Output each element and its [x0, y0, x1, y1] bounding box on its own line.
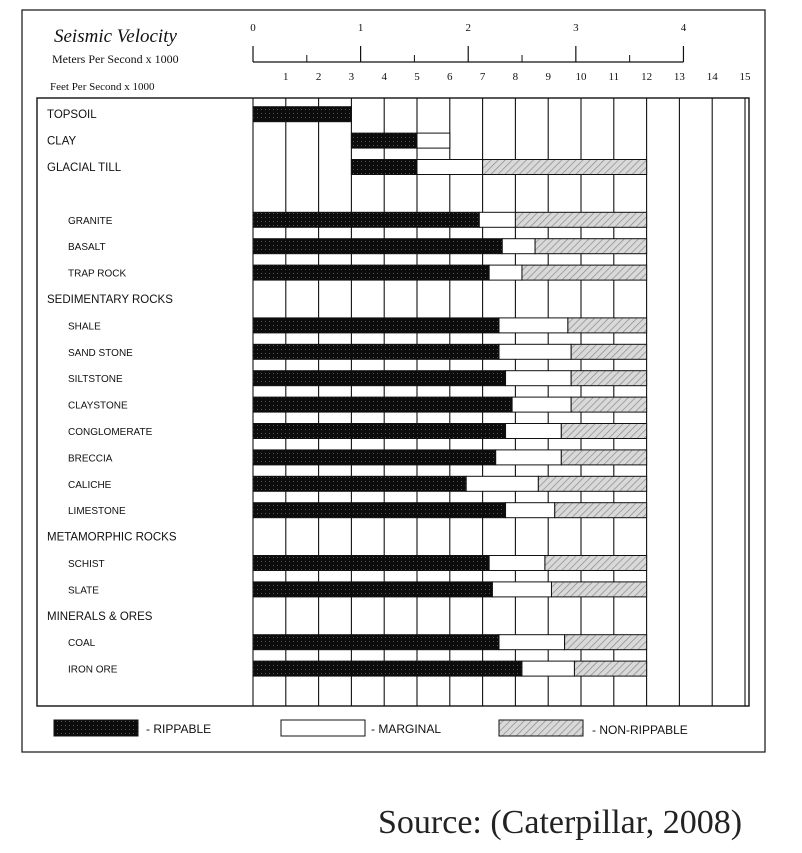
row-label: CLAYSTONE	[68, 400, 128, 412]
rippable-bar	[253, 556, 489, 571]
row-label: MINERALS & ORES	[47, 610, 153, 623]
rippable-bar	[253, 582, 492, 597]
row-label: SLATE	[68, 585, 99, 597]
row-label: TRAP ROCK	[68, 268, 127, 280]
legend-non-rippable-swatch	[499, 720, 583, 736]
feet-tick-label: 6	[447, 71, 453, 83]
rippable-bar	[253, 450, 496, 465]
legend-non-rippable-label: - NON-RIPPABLE	[592, 723, 688, 737]
row-label: SCHIST	[68, 559, 105, 570]
row-label: BRECCIA	[68, 453, 113, 465]
marginal-bar	[499, 318, 568, 333]
legend-marginal-swatch	[281, 720, 365, 736]
feet-tick-label: 3	[348, 71, 355, 83]
feet-tick-label: 12	[641, 71, 653, 83]
feet-axis	[283, 71, 751, 83]
chart-title: Seismic Velocity	[54, 26, 177, 47]
source-caption: Source: (Caterpillar, 2008)	[378, 804, 743, 841]
non-rippable-bar	[535, 239, 647, 254]
rippable-bar	[253, 265, 489, 280]
row-label: CALICHE	[68, 479, 112, 491]
row-label: BASALT	[68, 242, 106, 254]
rippable-bar	[351, 133, 417, 148]
feet-tick-label: 14	[706, 71, 718, 83]
feet-tick-label: 7	[479, 71, 486, 83]
rippable-bar	[253, 397, 512, 412]
non-rippable-bar	[515, 212, 646, 227]
marginal-bar	[502, 239, 535, 254]
marginal-bar	[489, 265, 522, 280]
row-label: SILTSTONE	[68, 374, 123, 386]
rippable-bar	[253, 635, 499, 650]
marginal-bar	[417, 133, 450, 148]
feet-tick-label: 8	[512, 71, 519, 83]
feet-tick-label: 15	[739, 71, 751, 83]
feet-tick-label: 11	[608, 71, 620, 83]
non-rippable-bar	[561, 450, 646, 465]
marginal-bar	[492, 582, 551, 597]
non-rippable-bar	[568, 318, 647, 333]
non-rippable-bar	[561, 424, 646, 439]
rippable-bar	[253, 212, 479, 227]
row-label: TOPSOIL	[47, 109, 97, 122]
marginal-bar	[506, 424, 562, 439]
marginal-bar	[479, 212, 515, 227]
marginal-bar	[466, 476, 538, 491]
rippable-bar	[253, 344, 499, 359]
row-label: GRANITE	[68, 215, 113, 227]
rippable-bar	[253, 107, 351, 122]
non-rippable-bar	[483, 160, 647, 175]
feet-axis-label: Feet Per Second x 1000	[50, 81, 155, 93]
row-label: COAL	[68, 638, 96, 650]
non-rippable-bar	[574, 661, 646, 676]
marginal-bar	[512, 397, 571, 412]
non-rippable-bar	[551, 582, 646, 597]
non-rippable-bar	[571, 371, 646, 386]
marginal-bar	[489, 556, 545, 571]
rippable-bar	[253, 503, 506, 518]
meters-axis-label: Meters Per Second x 1000	[52, 52, 179, 66]
row-label: METAMORPHIC ROCKS	[47, 531, 177, 544]
row-label: GLACIAL TILL	[47, 162, 122, 174]
non-rippable-bar	[571, 397, 646, 412]
meters-axis	[250, 22, 686, 62]
feet-tick-label: 13	[673, 71, 685, 83]
non-rippable-bar	[522, 265, 647, 280]
legend-rippable-swatch	[54, 720, 138, 736]
row-label: CONGLOMERATE	[68, 427, 153, 438]
feet-tick-label: 9	[545, 71, 551, 83]
marginal-bar	[499, 344, 571, 359]
rippable-bar	[253, 476, 466, 491]
feet-tick-label: 2	[315, 71, 322, 83]
rippable-bar	[253, 424, 506, 439]
marginal-bar	[522, 661, 574, 676]
marginal-bar	[496, 450, 562, 465]
row-label: LIMESTONE	[68, 506, 126, 518]
rippable-bar	[253, 661, 522, 676]
meters-tick-label: 1	[357, 22, 364, 34]
meters-tick-label: 4	[680, 22, 687, 34]
feet-tick-label: 1	[283, 71, 289, 83]
row-label: IRON ORE	[68, 664, 118, 676]
feet-tick-label: 10	[575, 71, 587, 83]
row-label: CLAY	[47, 135, 77, 148]
non-rippable-bar	[555, 503, 647, 518]
marginal-bar	[506, 503, 555, 518]
rippable-bar	[253, 239, 502, 254]
rippable-bar	[253, 318, 499, 333]
marginal-bar	[506, 371, 572, 386]
legend-marginal-label: - MARGINAL	[371, 722, 442, 736]
non-rippable-bar	[571, 344, 646, 359]
meters-tick-label: 0	[250, 22, 256, 34]
legend-rippable-label: - RIPPABLE	[146, 722, 212, 736]
non-rippable-bar	[565, 635, 647, 650]
row-label: SHALE	[68, 321, 101, 333]
non-rippable-bar	[545, 556, 647, 571]
rippable-bar	[351, 160, 417, 175]
feet-tick-label: 5	[414, 71, 420, 83]
row-label: SEDIMENTARY ROCKS	[47, 294, 173, 306]
rippable-bar	[253, 371, 506, 386]
non-rippable-bar	[538, 476, 646, 491]
feet-tick-label: 4	[381, 71, 387, 83]
legend	[54, 720, 688, 737]
marginal-bar	[417, 160, 483, 175]
marginal-bar	[499, 635, 565, 650]
row-labels	[47, 109, 177, 675]
meters-tick-label: 3	[573, 22, 579, 34]
meters-tick-label: 2	[465, 22, 471, 34]
row-label: SAND STONE	[68, 347, 133, 359]
